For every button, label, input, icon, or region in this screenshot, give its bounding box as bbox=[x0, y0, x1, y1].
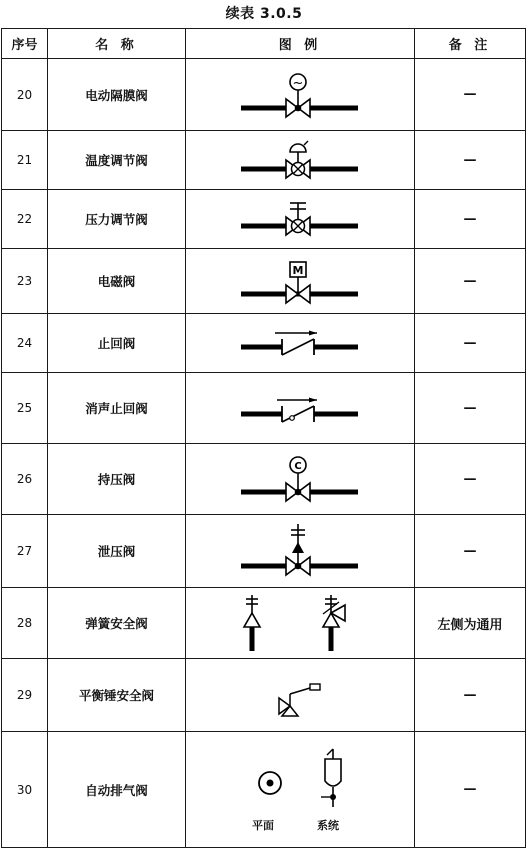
symbol-cell bbox=[186, 444, 415, 515]
air-vent-system-icon bbox=[321, 749, 341, 807]
row-name: 平衡锤安全阀 bbox=[48, 659, 186, 732]
row-number: 23 bbox=[2, 249, 48, 314]
row-name: 持压阀 bbox=[48, 444, 186, 515]
temperature-control-valve-icon bbox=[186, 131, 415, 189]
solenoid-glyph: M bbox=[292, 263, 304, 277]
symbol-cell bbox=[186, 588, 415, 659]
row-name: 电动隔膜阀 bbox=[48, 59, 186, 131]
row-number: 25 bbox=[2, 373, 48, 444]
row-number: 28 bbox=[2, 588, 48, 659]
table-row bbox=[2, 732, 526, 848]
row-number: 30 bbox=[2, 732, 48, 848]
row-number: 24 bbox=[2, 314, 48, 373]
valve-symbol-table bbox=[1, 28, 526, 848]
pressure-sustaining-valve-icon bbox=[186, 445, 415, 514]
table-row bbox=[2, 588, 526, 659]
row-number: 21 bbox=[2, 131, 48, 190]
air-vent-plan-icon bbox=[259, 772, 281, 794]
table-row bbox=[2, 515, 526, 588]
pressure-regulating-valve-icon bbox=[186, 190, 415, 248]
row-name: 电磁阀 bbox=[48, 249, 186, 314]
row-name: 止回阀 bbox=[48, 314, 186, 373]
row-number: 27 bbox=[2, 515, 48, 588]
row-remark: — bbox=[415, 515, 526, 588]
header-symbol: 图 例 bbox=[186, 29, 415, 59]
symbol-cell bbox=[186, 515, 415, 588]
symbol-cell bbox=[186, 732, 415, 848]
row-remark: — bbox=[415, 732, 526, 848]
silent-check-valve-icon bbox=[186, 374, 415, 443]
row-remark: — bbox=[415, 314, 526, 373]
symbol-cell bbox=[186, 131, 415, 190]
sustain-glyph: C bbox=[294, 460, 302, 472]
header-no: 序号 bbox=[2, 29, 48, 59]
row-name: 消声止回阀 bbox=[48, 373, 186, 444]
row-number: 20 bbox=[2, 59, 48, 131]
plan-label: 平面 bbox=[252, 819, 274, 832]
table-row bbox=[2, 190, 526, 249]
symbol-cell bbox=[186, 314, 415, 373]
row-remark: — bbox=[415, 444, 526, 515]
symbol-cell bbox=[186, 249, 415, 314]
row-name: 泄压阀 bbox=[48, 515, 186, 588]
row-remark: — bbox=[415, 131, 526, 190]
table-row bbox=[2, 314, 526, 373]
table-caption: 续表 3.0.5 bbox=[225, 6, 303, 22]
row-remark: — bbox=[415, 249, 526, 314]
row-name: 温度调节阀 bbox=[48, 131, 186, 190]
row-number: 22 bbox=[2, 190, 48, 249]
motor-glyph: ~ bbox=[292, 75, 304, 91]
row-remark: 左侧为通用 bbox=[415, 588, 526, 659]
row-remark: — bbox=[415, 190, 526, 249]
system-label: 系统 bbox=[317, 819, 339, 832]
spring-safety-valve-general-icon bbox=[244, 595, 260, 651]
table-row bbox=[2, 659, 526, 732]
spring-safety-valve-angle-icon bbox=[323, 595, 345, 651]
table-row bbox=[2, 249, 526, 314]
row-name: 弹簧安全阀 bbox=[48, 588, 186, 659]
row-remark: — bbox=[415, 59, 526, 131]
symbol-cell bbox=[186, 190, 415, 249]
symbol-cell bbox=[186, 373, 415, 444]
symbol-cell bbox=[186, 659, 415, 732]
table-row bbox=[2, 59, 526, 131]
row-remark: — bbox=[415, 373, 526, 444]
counterweight-safety-valve-icon bbox=[186, 660, 415, 731]
header-remark: 备 注 bbox=[415, 29, 526, 59]
row-name: 压力调节阀 bbox=[48, 190, 186, 249]
solenoid-valve-icon bbox=[186, 250, 415, 313]
row-number: 29 bbox=[2, 659, 48, 732]
header-name: 名 称 bbox=[48, 29, 186, 59]
table-row bbox=[2, 444, 526, 515]
spring-safety-valve-icon bbox=[186, 589, 415, 658]
table-header-row bbox=[2, 29, 526, 59]
check-valve-icon bbox=[186, 314, 415, 372]
pressure-relief-valve-icon bbox=[186, 516, 415, 587]
row-number: 26 bbox=[2, 444, 48, 515]
table-row bbox=[2, 373, 526, 444]
row-remark: — bbox=[415, 659, 526, 732]
row-name: 自动排气阀 bbox=[48, 732, 186, 848]
symbol-cell bbox=[186, 59, 415, 131]
motorized-diaphragm-valve-icon bbox=[186, 60, 415, 130]
automatic-air-vent-icon bbox=[186, 733, 415, 847]
table-row bbox=[2, 131, 526, 190]
